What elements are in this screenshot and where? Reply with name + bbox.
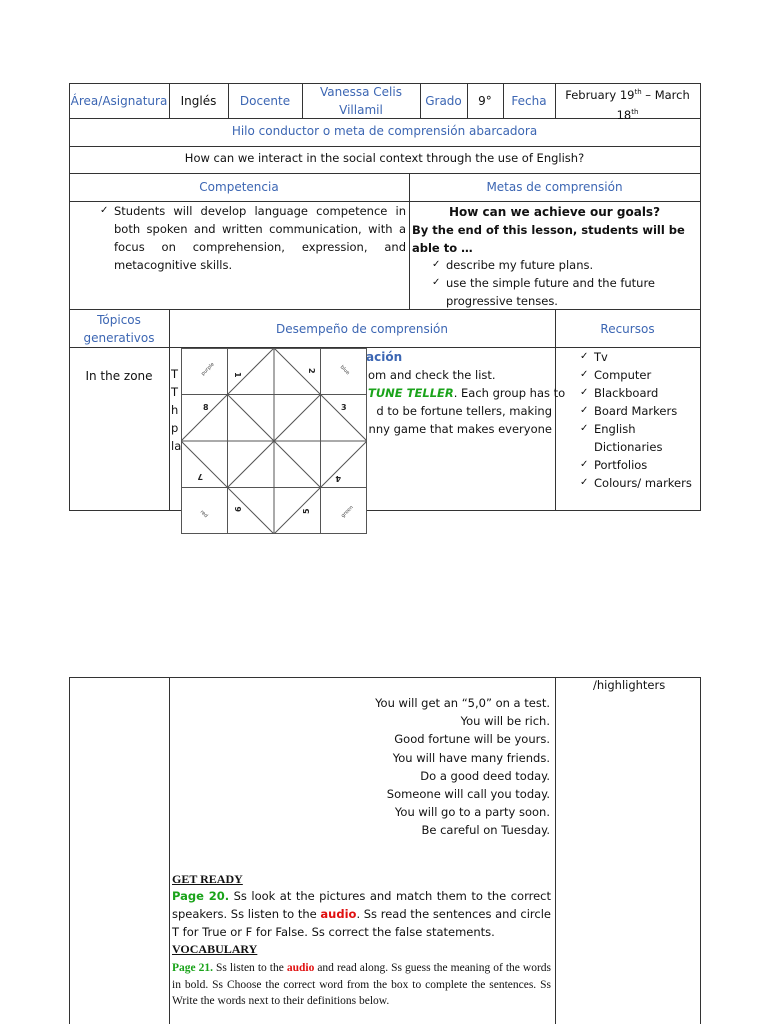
goal-item: ✓ describe my future plans.	[430, 256, 696, 274]
vocabulary-title: VOCABULARY	[172, 942, 258, 956]
ft-color-green: green	[340, 504, 355, 520]
goals-list	[430, 256, 696, 310]
performance-left-fragments: T T h p la	[171, 367, 182, 453]
teacher-name: Vanessa Celis Villamil	[320, 85, 402, 117]
ft-number-2: 2	[307, 368, 316, 374]
goals-title: Metas de comprensión	[486, 180, 623, 194]
resource-item: ✓ Blackboard	[578, 384, 696, 402]
resources-list	[578, 348, 696, 492]
ft-number-8: 8	[203, 403, 209, 412]
fortune-list	[172, 694, 550, 840]
topics-title: Tópicos generativos	[83, 313, 155, 345]
ft-color-red: red	[198, 509, 209, 520]
thread-question: How can we interact in the social context through the use of English?	[184, 151, 585, 165]
performance-title: Desempeño de comprensión	[276, 322, 448, 336]
fortune-item: Do a good deed today.	[420, 768, 550, 783]
fortune-item: You will be rich.	[460, 714, 550, 729]
teacher-label: Docente	[239, 94, 291, 108]
fortune-item: You will have many friends.	[392, 750, 550, 765]
area-label: Área/Asignatura	[70, 94, 168, 108]
ft-number-6: 6	[234, 506, 243, 512]
fortune-item: You will go to a party soon.	[394, 805, 550, 820]
goal-item: ✓ use the simple future and the future progressive tenses.	[430, 274, 696, 310]
get-ready-title: GET READY	[172, 872, 243, 886]
fortune-item: Good fortune will be yours.	[394, 732, 550, 747]
topic-value: In the zone	[85, 369, 153, 383]
fortune-item: Someone will call you today.	[386, 787, 550, 802]
fortune-item: You will get an “5,0” on a test.	[375, 696, 550, 710]
competence-text: ✓ Students will develop language competence in both spoken and written communication, with a focus on comprehension, expression, and metacognitive skills.	[98, 202, 406, 274]
ft-color-purple: purple	[200, 361, 216, 378]
date-value: February 19th – March 18th	[565, 87, 690, 122]
resource-item: ✓ Tv	[578, 348, 696, 366]
resource-continued: /highlighters	[593, 678, 666, 692]
get-ready-text: Page 20. Ss look at the pictures and match them to the correct speakers. Ss listen to the audio. Ss read the sentences and circle T for True or F for False. Ss correct the false statements.	[172, 889, 551, 939]
goals-intro: By the end of this lesson, students will be able to …	[412, 223, 685, 255]
performance-line-1: om and check the list.	[368, 368, 496, 382]
ft-number-3: 3	[341, 403, 347, 412]
performance-line-3: d to be fortune tellers, making	[376, 404, 552, 418]
resource-item: ✓ Portfolios	[578, 456, 696, 474]
goals-question: How can we achieve our goals?	[448, 205, 661, 219]
competence-list	[98, 202, 406, 274]
ft-number-1: 1	[233, 372, 242, 378]
grade-value: 9°	[478, 94, 492, 108]
resource-item: ✓ Computer	[578, 366, 696, 384]
ft-color-blue: blue	[338, 364, 351, 377]
competence-title: Competencia	[199, 180, 279, 194]
performance-line-4: nny game that makes everyone	[368, 422, 552, 436]
performance-line-2: TUNE TELLER. Each group has to	[368, 386, 566, 400]
thread-title: Hilo conductor o meta de comprensión abarcadora	[231, 124, 538, 138]
fortune-item: Be careful on Tuesday.	[421, 823, 550, 838]
fortune-teller-image	[181, 348, 367, 534]
ft-number-7: 7	[197, 472, 203, 481]
ft-number-4: 4	[335, 474, 341, 483]
vocabulary-text: Page 21. Ss listen to the audio and read along. Ss guess the meaning of the words in bold. Ss Choose the correct word from the box to complete the sentences. Ss Write the words next to their definitions below.	[172, 962, 551, 1007]
date-label: Fecha	[511, 94, 547, 108]
resources-title: Recursos	[600, 322, 655, 336]
grade-label: Grado	[425, 94, 462, 108]
subject-value: Inglés	[180, 94, 217, 108]
ft-number-5: 5	[302, 508, 311, 514]
resource-item: ✓ Colours/ markers	[578, 474, 696, 492]
exploration-fragment: ación	[366, 350, 403, 364]
resource-item: ✓ Board Markers	[578, 402, 696, 420]
resource-item: ✓ English Dictionaries	[578, 420, 696, 456]
